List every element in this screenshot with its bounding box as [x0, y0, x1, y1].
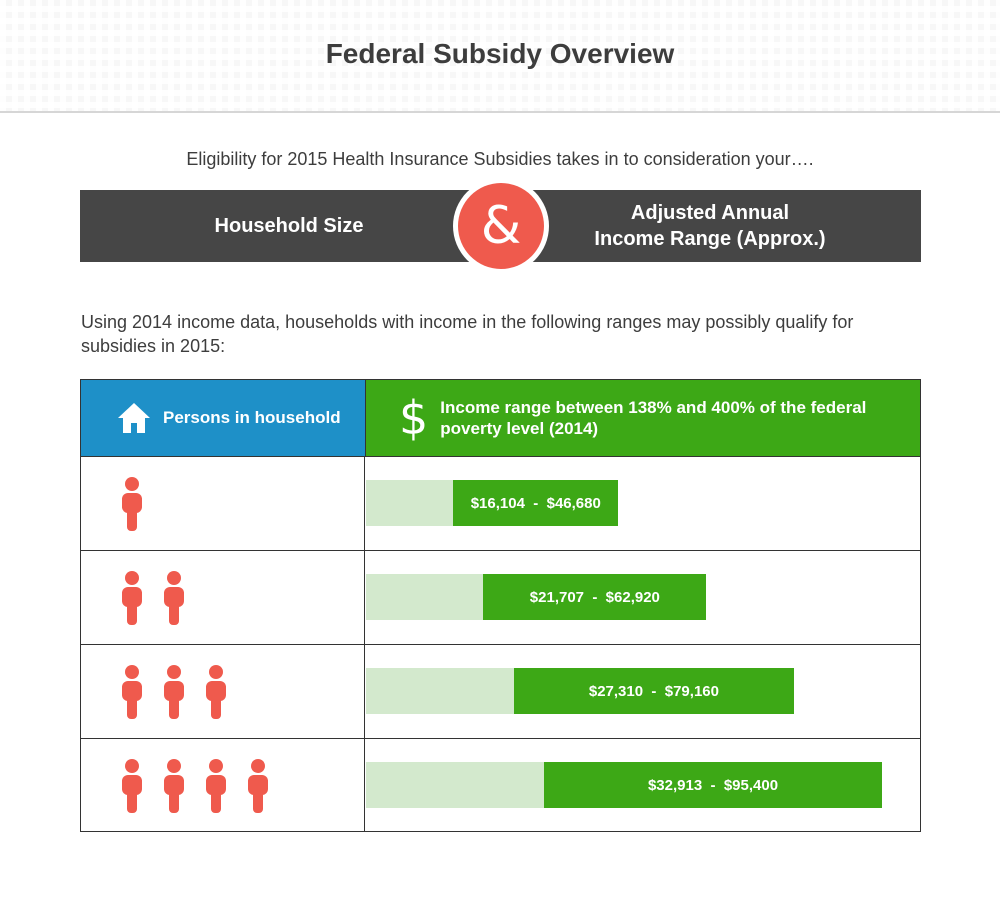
income-header-label: Income range between 138% and 400% of the federal poverty level (2014): [440, 398, 867, 438]
income-range-label: $32,913 - $95,400: [647, 776, 779, 794]
income-range-bar: [514, 668, 794, 714]
table-row: [81, 456, 920, 550]
person-icon: [163, 571, 185, 630]
household-size-label: Household Size: [214, 214, 364, 237]
below-range-bar: [366, 480, 453, 526]
table-row: [81, 550, 920, 644]
page-title: Federal Subsidy Overview: [325, 38, 675, 69]
person-icon: [247, 759, 269, 818]
persons-cell: [81, 551, 365, 644]
income-range-bar: [453, 480, 618, 526]
house-icon: [117, 402, 151, 434]
persons-header: [81, 380, 365, 456]
below-range-bar: [366, 762, 544, 808]
income-header: [365, 380, 920, 456]
eligibility-paragraph: Using 2014 income data, households with income in the following ranges may possibly qualify for subsidies in 2015:: [81, 312, 854, 356]
person-icon: [163, 665, 185, 724]
income-range-label: [580, 190, 840, 262]
dollar-icon: $: [399, 390, 429, 445]
person-icon: [205, 759, 227, 818]
income-range-label: $21,707 - $62,920: [529, 588, 660, 606]
ampersand-badge: [453, 178, 549, 274]
person-icon: [121, 759, 143, 818]
ampersand-icon: &: [458, 183, 544, 269]
below-range-bar: [366, 668, 514, 714]
below-range-bar: [366, 574, 483, 620]
persons-cell: [81, 645, 365, 738]
persons-cell: [81, 457, 365, 550]
person-icon: [121, 571, 143, 630]
person-icon: [163, 759, 185, 818]
income-range-line2: Income Range (Approx.): [594, 228, 826, 250]
income-range-label: $16,104 - $46,680: [470, 494, 601, 512]
person-icon: [121, 477, 143, 536]
header-banner: [0, 0, 1000, 113]
income-range-bar: [483, 574, 706, 620]
person-icon: [121, 665, 143, 724]
table-row: [81, 644, 920, 738]
criteria-banner: [80, 190, 921, 262]
income-range-bar: [544, 762, 882, 808]
income-range-label: $27,310 - $79,160: [588, 682, 719, 700]
subsidy-table: [80, 379, 921, 832]
persons-header-label: Persons in household: [163, 408, 341, 427]
table-row: [81, 738, 920, 832]
person-icon: [205, 665, 227, 724]
persons-cell: [81, 739, 365, 832]
income-range-line1: Adjusted Annual: [630, 202, 790, 224]
intro-text: Eligibility for 2015 Health Insurance Subsidies takes in to consideration your….: [186, 149, 814, 169]
